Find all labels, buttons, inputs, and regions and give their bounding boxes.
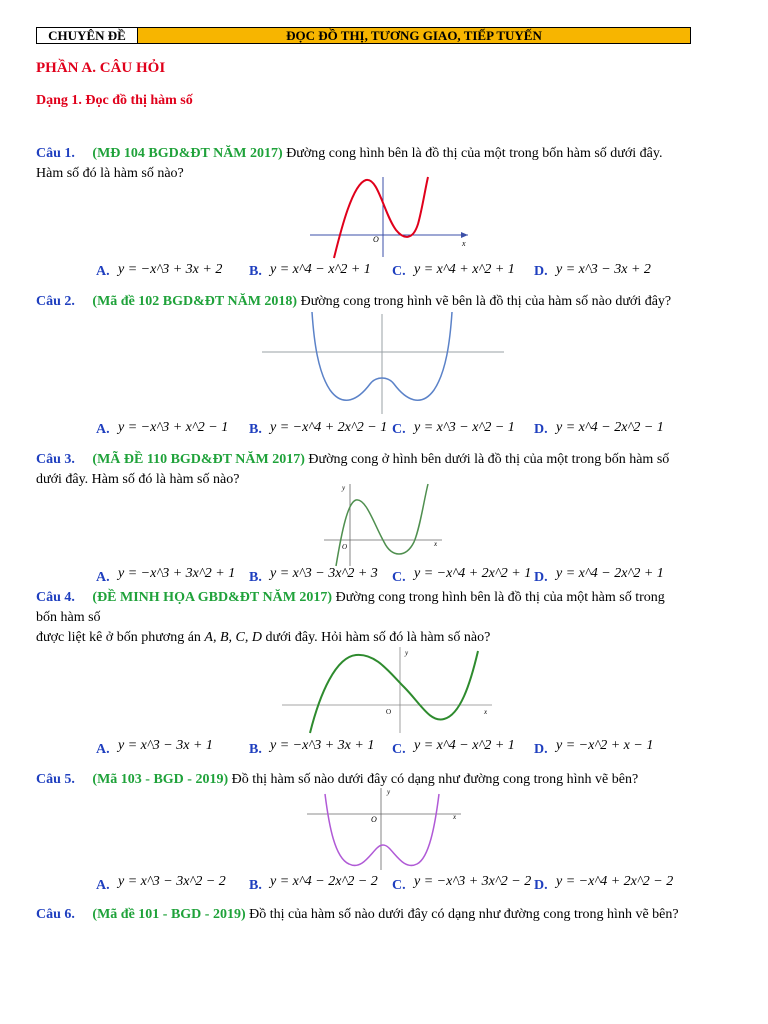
answer-b[interactable]: y = x^4 − 2x^2 − 2 [270,874,378,889]
answer-c-letter: C. [392,264,406,279]
curve [325,794,439,865]
y-axis-label: y [405,649,409,657]
answer-c-letter: C. [392,742,406,757]
answer-b[interactable]: y = −x^4 + 2x^2 − 1 [270,420,388,435]
question-2 [36,292,736,312]
options-list: A, B, C, D [204,630,262,645]
answer-d-letter: D. [534,878,548,893]
answer-b-letter: B. [249,878,262,893]
question-text-2: dưới đây. Hàm số đó là hàm số nào? [36,472,240,487]
answer-a[interactable]: y = x^3 − 3x + 1 [118,738,213,753]
answer-c[interactable]: y = x^4 + x^2 + 1 [414,262,515,277]
answer-b-letter: B. [249,742,262,757]
question-4 [36,588,736,648]
question-number: Câu 4. [36,590,75,605]
x-axis-label: x [453,813,457,821]
origin-label: O [371,815,377,824]
question-source: (ĐỀ MINH HỌA GBD&ĐT NĂM 2017) [92,590,333,605]
graph-2 [258,312,508,416]
answer-a-letter: A. [96,264,110,279]
question-text: Đồ thị hàm số nào dưới đây có dạng như đường cong trong hình vẽ bên? [228,772,639,787]
origin-label: O [373,235,379,244]
answer-d-letter: D. [534,422,548,437]
answer-b[interactable]: y = x^4 − x^2 + 1 [270,262,371,277]
origin-label: O [342,543,348,551]
topic-title: ĐỌC ĐỒ THỊ, TƯƠNG GIAO, TIẾP TUYẾN [137,27,691,44]
origin-label: O [386,708,392,716]
answer-d-letter: D. [534,570,548,585]
answer-d[interactable]: y = x^4 − 2x^2 − 1 [556,420,664,435]
y-axis-label: y [342,484,346,492]
answer-c-letter: C. [392,570,406,585]
question-6 [36,905,736,925]
question-source: (MĐ 104 BGD&ĐT NĂM 2017) [92,146,283,161]
answer-c-letter: C. [392,422,406,437]
question-number: Câu 1. [36,146,75,161]
question-text: Đường cong hình bên là đồ thị của một trong bốn hàm số dưới đây. [282,146,663,161]
question-text-2: Hàm số đó là hàm số nào? [36,166,184,181]
answer-d[interactable]: y = −x^4 + 2x^2 − 2 [556,874,674,889]
answer-b-letter: B. [249,570,262,585]
x-axis-label: x [484,708,488,716]
question-source: (Mã đề 102 BGD&ĐT NĂM 2018) [92,294,298,309]
x-axis-label: x [462,239,466,248]
question-number: Câu 3. [36,452,75,467]
graph-3 [318,480,448,570]
answer-a[interactable]: y = −x^3 + 3x^2 + 1 [118,566,236,581]
question-number: Câu 2. [36,294,75,309]
question-source: (MÃ ĐỀ 110 BGD&ĐT NĂM 2017) [92,452,305,467]
y-axis-label: y [387,788,391,796]
section-title: PHẦN A. CÂU HỎI [36,60,166,76]
answer-a-letter: A. [96,878,110,893]
answer-a-letter: A. [96,422,110,437]
question-text-3: được liệt kê ở bốn phương án [36,630,205,645]
answer-c[interactable]: y = x^3 − x^2 − 1 [414,420,515,435]
curve [310,651,478,733]
answer-a[interactable]: y = −x^3 + 3x + 2 [118,262,223,277]
curve [334,177,428,258]
answer-a-letter: A. [96,742,110,757]
graph-4 [280,645,495,735]
question-text-2: bốn hàm số [36,610,101,625]
answer-b-letter: B. [249,422,262,437]
question-number: Câu 5. [36,772,75,787]
answer-d[interactable]: y = x^4 − 2x^2 + 1 [556,566,664,581]
answer-c[interactable]: y = −x^4 + 2x^2 + 1 [414,566,532,581]
question-source: (Mã đề 101 - BGD - 2019) [92,907,246,922]
question-text: Đường cong trong hình vẽ bên là đồ thị của hàm số nào dưới đây? [297,294,672,309]
graph-1 [300,172,475,262]
answer-c-letter: C. [392,878,406,893]
x-axis-arrow [461,232,468,238]
answer-b[interactable]: y = −x^3 + 3x + 1 [270,738,375,753]
answer-b-letter: B. [249,264,262,279]
answer-d-letter: D. [534,264,548,279]
graph-5 [305,786,465,872]
question-text: Đường cong ở hình bên dưới là đồ thị của một trong bốn hàm số [304,452,670,467]
topic-label: CHUYÊN ĐỀ [36,27,138,44]
answer-b[interactable]: y = x^3 − 3x^2 + 3 [270,566,378,581]
question-text-3-end: dưới đây. Hỏi hàm số đó là hàm số nào? [261,630,491,645]
answer-a[interactable]: y = −x^3 + x^2 − 1 [118,420,229,435]
question-text: Đường cong trong hình bên là đồ thị của một hàm số trong [332,590,665,605]
answer-c[interactable]: y = x^4 − x^2 + 1 [414,738,515,753]
answer-d[interactable]: y = −x^2 + x − 1 [556,738,654,753]
subsection-title: Dạng 1. Đọc đồ thị hàm số [36,93,193,108]
question-text: Đồ thị của hàm số nào dưới đây có dạng như đường cong trong hình vẽ bên? [245,907,679,922]
answer-c[interactable]: y = −x^3 + 3x^2 − 2 [414,874,532,889]
answer-a[interactable]: y = x^3 − 3x^2 − 2 [118,874,226,889]
answer-d[interactable]: y = x^3 − 3x + 2 [556,262,651,277]
answer-a-letter: A. [96,570,110,585]
answer-d-letter: D. [534,742,548,757]
question-number: Câu 6. [36,907,75,922]
x-axis-label: x [434,540,438,548]
question-source: (Mã 103 - BGD - 2019) [92,772,229,787]
